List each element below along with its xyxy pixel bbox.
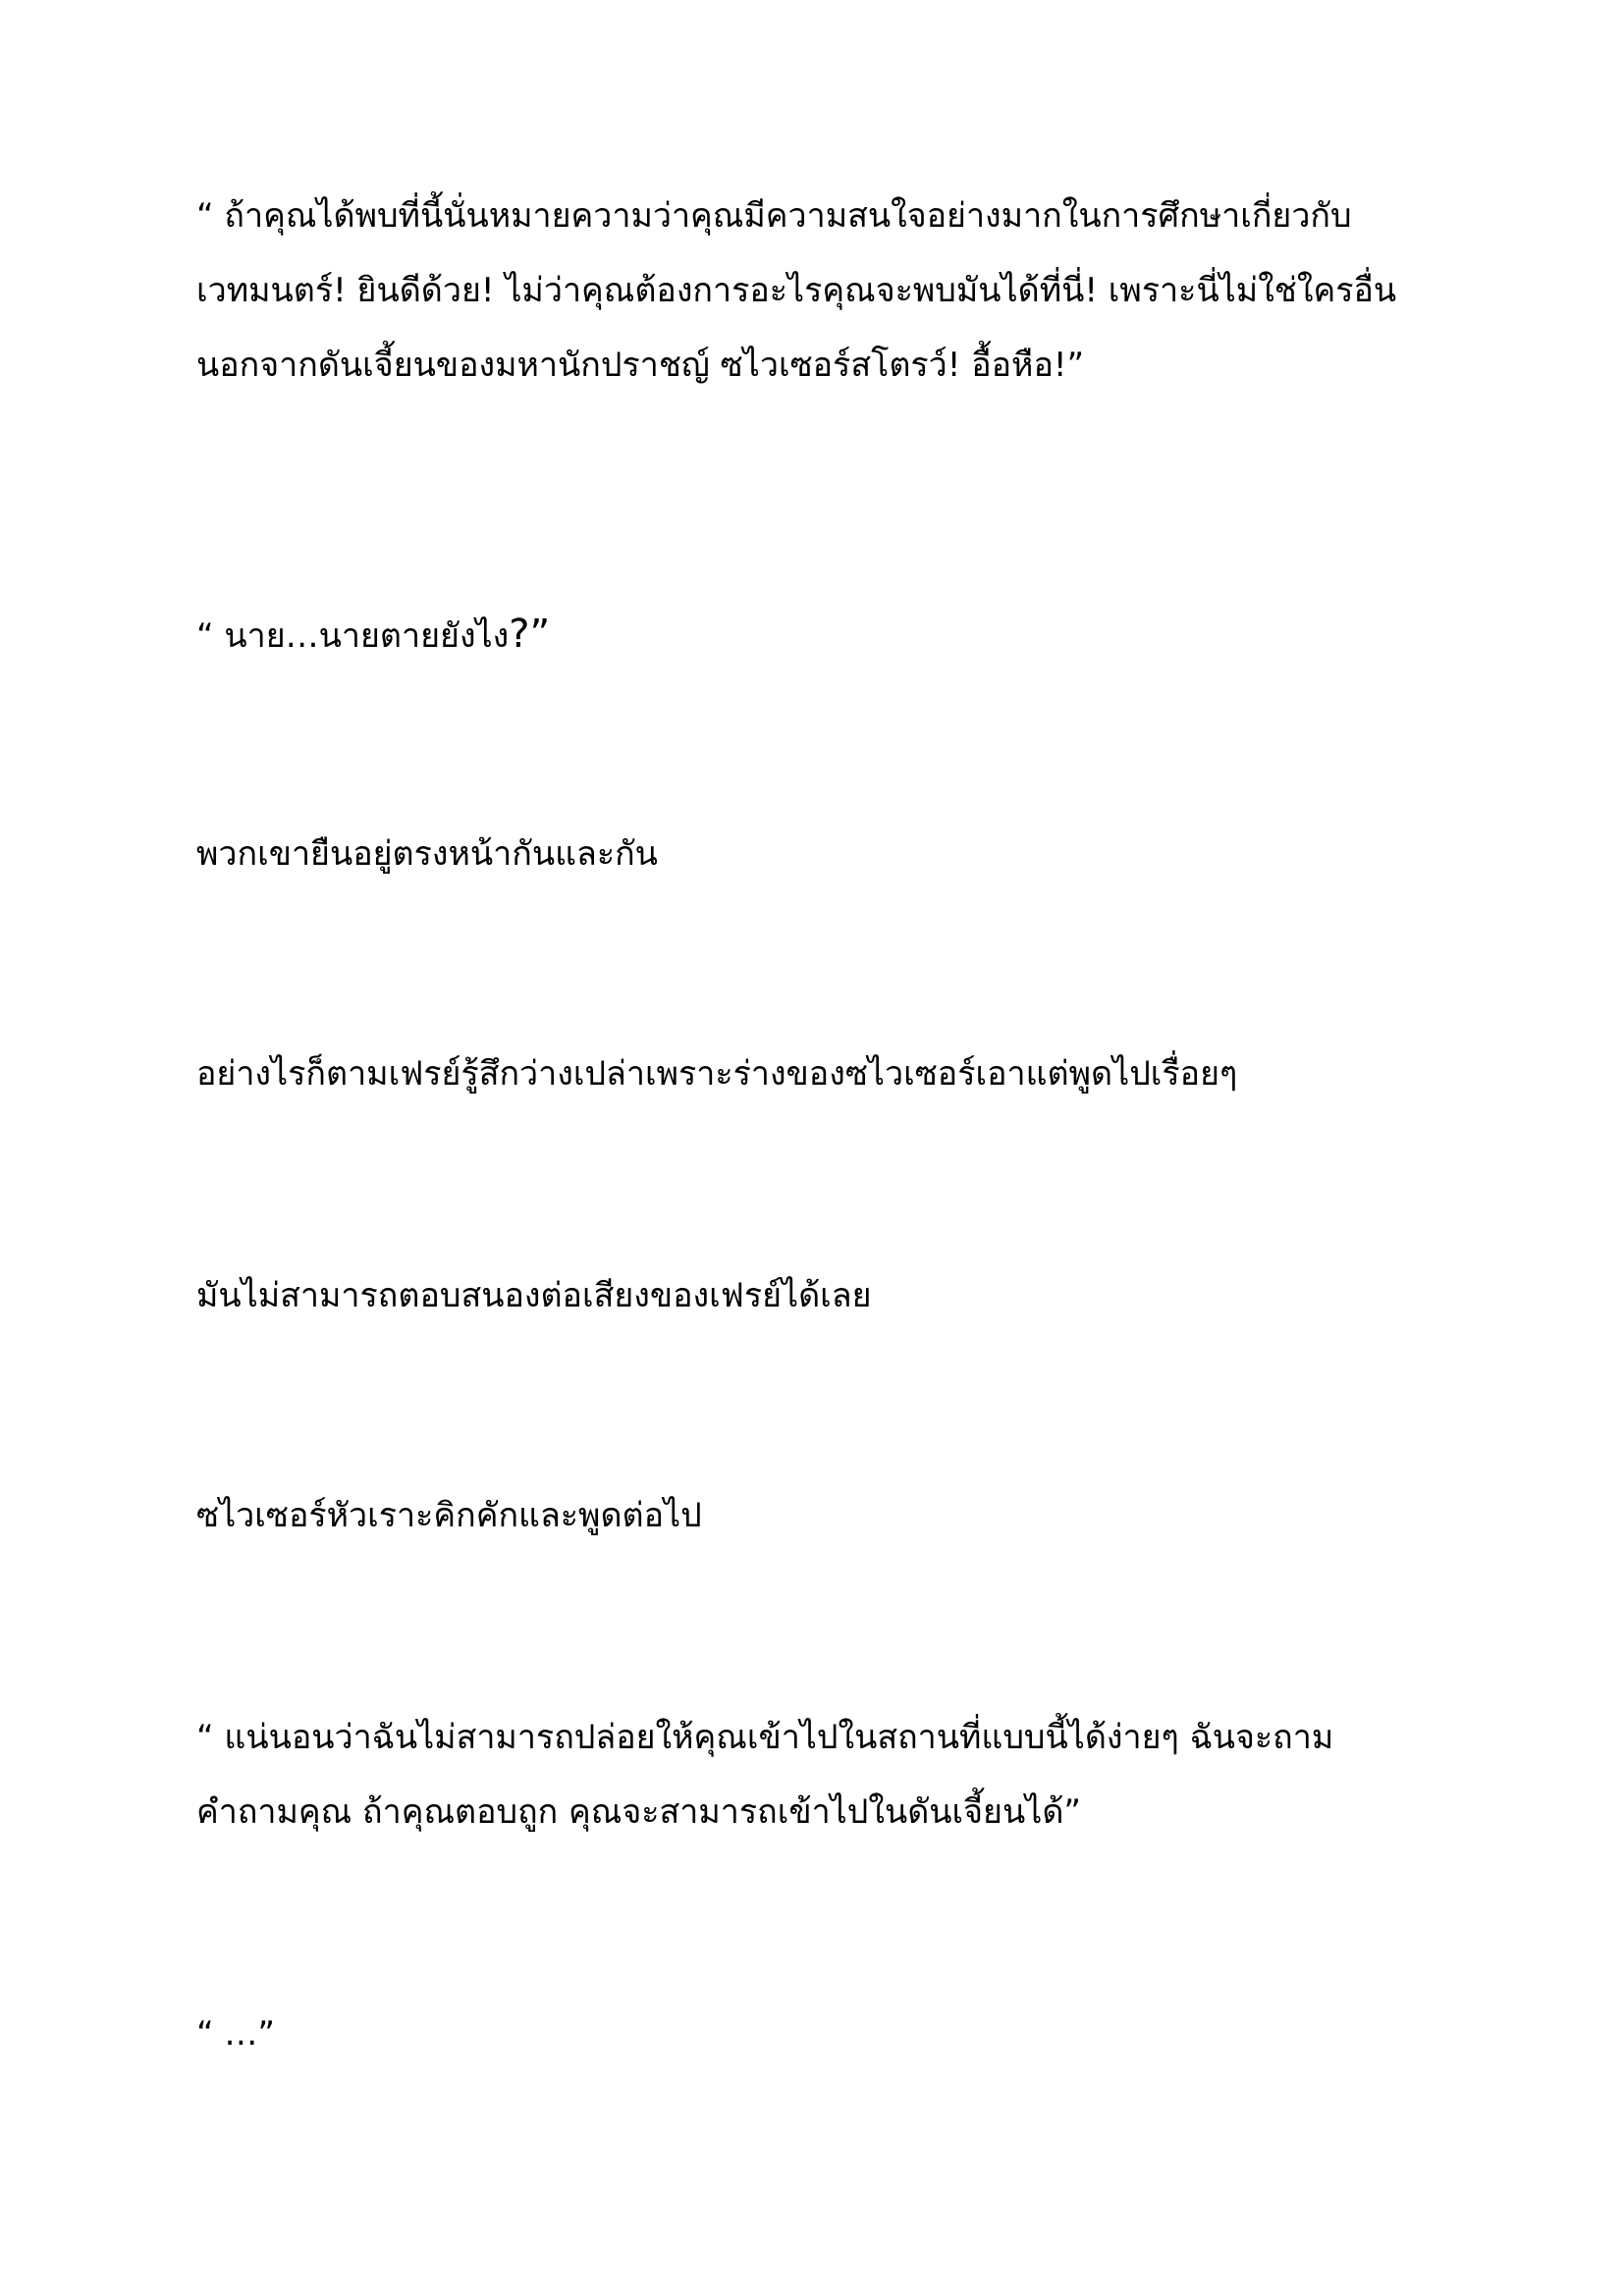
text-line: “ ถ้าคุณได้พบที่นี้นั่นหมายความว่าคุณมีความสนใจอย่างมากในการศึกษาเกี่ยวกับ: [196, 196, 1352, 236]
text-line: นอกจากดันเจี้ยนของมหานักปราชญ์ ซไวเซอร์สโตรว์! อื้อหือ!”: [196, 346, 1085, 385]
text-line: “ แน่นอนว่าฉันไม่สามารถปล่อยให้คุณเข้าไปในสถานที่แบบนี้ได้ง่ายๆ ฉันจะถาม: [196, 1718, 1334, 1757]
paragraph-frey-feels-empty: [196, 1037, 1434, 1111]
text-line: “ …”: [196, 2014, 276, 2054]
text-line: ซไวเซอร์หัวเราะคิกคักและพูดต่อไป: [196, 1496, 702, 1535]
paragraph-dungeon-greeting: [196, 179, 1434, 402]
text-segment: “ นาย…นายตายยังไง: [196, 616, 510, 656]
paragraph-cannot-respond: [196, 1258, 1434, 1333]
paragraph-zweiser-chuckles: [196, 1478, 1434, 1553]
paragraph-question-offer: [196, 1700, 1434, 1849]
text-line: มันไม่สามารถตอบสนองต่อเสียงของเฟรย์ได้เลย: [196, 1276, 872, 1315]
paragraph-ellipsis: [196, 1997, 1434, 2071]
text-line: [196, 597, 1434, 673]
text-line: คำถามคุณ ถ้าคุณตอบถูก คุณจะสามารถเข้าไปในดันเจี้ยนได้”: [196, 1792, 1082, 1832]
paragraph-how-did-you-die: [196, 597, 1434, 673]
text-line: เวทมนตร์! ยินดีด้วย! ไม่ว่าคุณต้องการอะไรคุณจะพบมันได้ที่นี่! เพราะนี่ไม่ใช่ใครอื่น: [196, 271, 1397, 310]
text-segment-large-punctuation: ?”: [509, 612, 551, 657]
text-line: พวกเขายืนอยู่ตรงหน้ากันและกัน: [196, 834, 658, 874]
text-line: อย่างไรก็ตามเฟรย์รู้สึกว่างเปล่าเพราะร่างของซไวเซอร์เอาแต่พูดไปเรื่อยๆ: [196, 1054, 1238, 1094]
paragraph-standing-face-to-face: [196, 817, 1434, 891]
